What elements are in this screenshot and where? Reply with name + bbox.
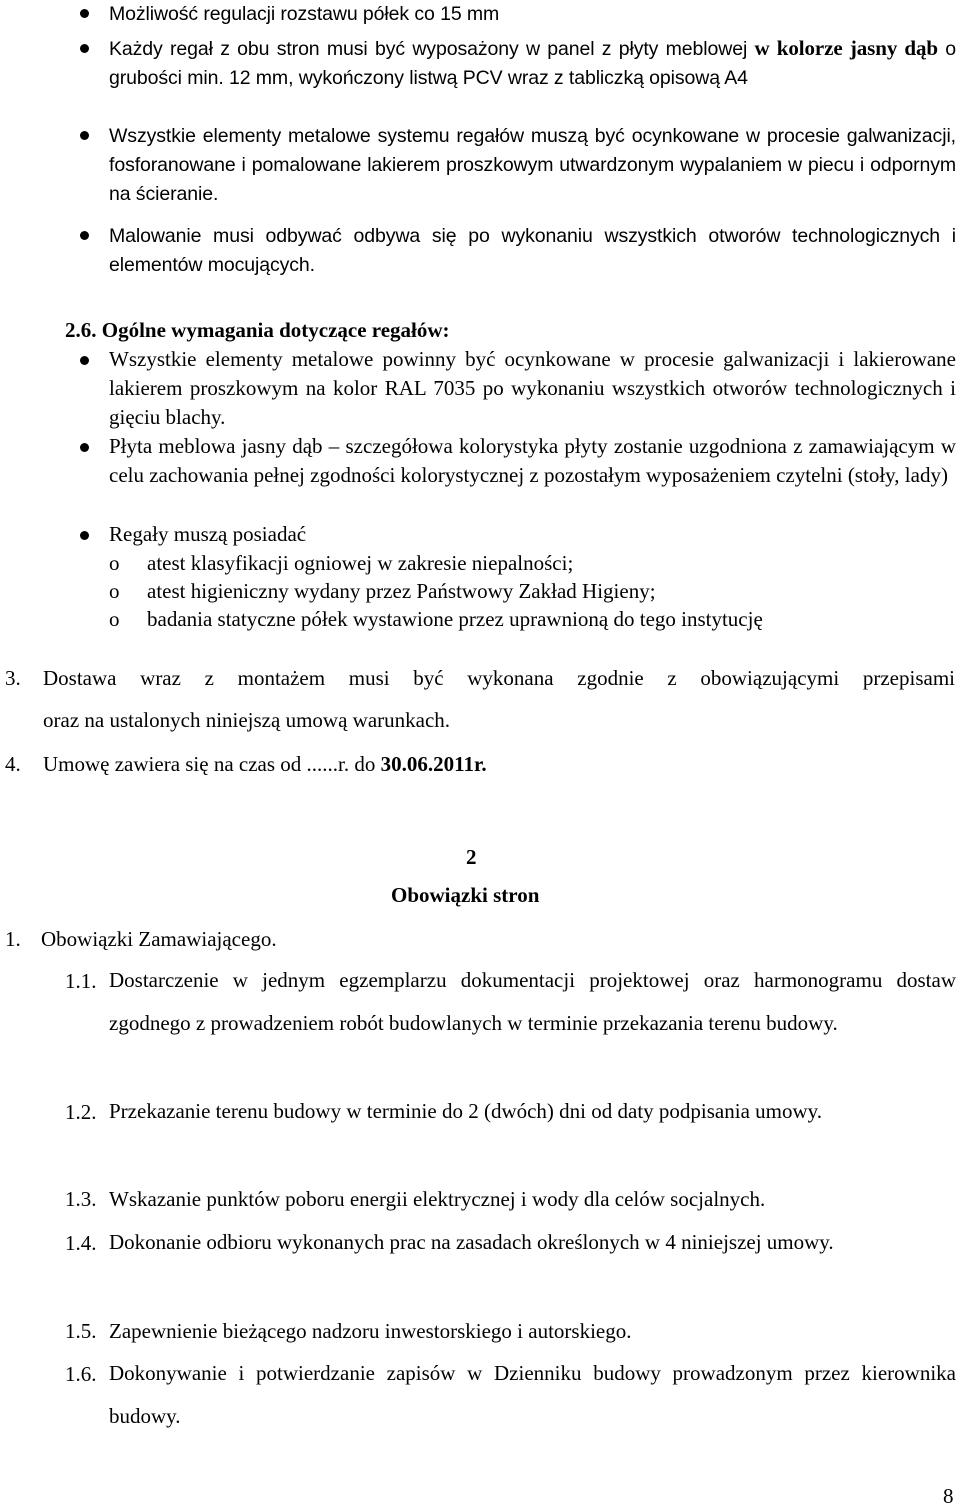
bullet-icon	[80, 44, 89, 53]
bullet-icon	[80, 131, 89, 140]
page-number: 8	[943, 1484, 954, 1508]
bullet-text-bold: w kolorze	[754, 36, 843, 60]
obligation-number: 1.2.	[65, 1100, 97, 1124]
section-title: Ogólne wymagania dotyczące regałów:	[101, 318, 450, 342]
bullet-text: Wszystkie elementy metalowe systemu regałów muszą być ocynkowane w procesie galwanizacji, fosforanowane i pomalowane lakierem proszkowym utwardzonym wypalaniem w piecu i odpornym na ścieranie.	[109, 125, 956, 205]
section-marker	[466, 842, 477, 872]
obligations-heading: Obowiązki Zamawiającego.	[41, 927, 277, 951]
obligation-text: Zapewnienie bieżącego nadzoru inwestorskiego i autorskiego.	[109, 1319, 632, 1343]
bullet-text: Malowanie musi odbywać odbywa się po wykonaniu wszystkich otworów technologicznych i elementów mocujących.	[109, 225, 956, 276]
requirement-text: Regały muszą posiadać	[109, 522, 307, 546]
obligation-number: 1.3.	[65, 1187, 97, 1211]
bullet-icon	[80, 531, 89, 540]
bullet-text	[109, 34, 956, 93]
section-number: 2.6.	[65, 318, 97, 342]
obligation-number: 1.5.	[65, 1319, 97, 1343]
section-number: 2	[466, 845, 477, 869]
requirement-text: Wszystkie elementy metalowe powinny być ocynkowane w procesie galwanizacji i lakierowane lakierem proszkowym na kolor RAL 7035 po wykonaniu wszystkich otworów technologicznych i gięciu blachy.	[109, 347, 956, 429]
obligation-text-part: Dokonanie odbioru wykonanych prac na zasadach określonych w	[109, 1230, 666, 1254]
item-number: 3.	[5, 666, 21, 690]
date-placeholder: ......	[306, 752, 339, 776]
obligation-text: Wskazanie punktów poboru energii elektrycznej i wody dla celów socjalnych.	[109, 1187, 766, 1211]
contract-term	[43, 749, 487, 779]
bullet-icon	[80, 443, 89, 452]
requirement-text: Płyta meblowa jasny dąb – szczegółowa kolorystyka płyty zostanie uzgodniona z zamawiającym w celu zachowania pełnej zgodności kolorystycznej z pozostałym wyposażeniem czytelni (stoły, lady)	[109, 434, 956, 487]
section-title: Obowiązki stron	[391, 883, 540, 907]
obligation-number: 1.1.	[65, 969, 97, 993]
bullet-icon	[80, 231, 89, 240]
bullet-icon	[80, 9, 89, 18]
obligation-number: 1.4.	[65, 1231, 97, 1255]
item-number: 4.	[5, 752, 21, 776]
sub-item: atest klasyfikacji ogniowej w zakresie niepalności;	[147, 551, 574, 575]
bullet-text-part: o grubości min. 12 mm, wykończony listwą PCV wraz z tabliczką opisową A4	[109, 38, 956, 89]
obligation-text: Przekazanie terenu budowy w terminie do 2 (dwóch) dni od daty podpisania umowy.	[109, 1099, 823, 1123]
obligation-text: Dokonywanie i potwierdzanie zapisów w Dzienniku budowy prowadzonym przez kierownika budowy.	[109, 1361, 956, 1428]
bullet-text-bold: jasny dąb	[849, 36, 938, 60]
sub-marker: o	[109, 551, 120, 575]
sub-item: badania statyczne półek wystawione przez uprawnioną do tego instytucję	[147, 607, 763, 631]
obligation-text-part: 4 niniejszej umowy.	[665, 1230, 834, 1254]
obligation-text	[109, 1221, 956, 1264]
end-date: 30.06.2011r.	[380, 752, 487, 776]
section-heading	[65, 318, 450, 343]
sub-item: atest higieniczny wydany przez Państwowy Zakład Higieny;	[147, 579, 656, 603]
bullet-text: Możliwość regulacji rozstawu półek co 15 mm	[109, 3, 500, 25]
obligation-text: Dostarczenie w jednym egzemplarzu dokumentacji projektowej oraz harmonogramu dostaw zgodnego z prowadzeniem robót budowlanych w terminie przekazania terenu budowy.	[109, 968, 956, 1035]
sub-marker: o	[109, 607, 120, 631]
contract-term-text: r. do	[338, 752, 381, 776]
item-text-line: Dostawa wraz z montażem musi być wykonana zgodnie z obowiązującymi przepisami	[43, 666, 955, 690]
sub-marker: o	[109, 579, 120, 603]
bullet-icon	[80, 356, 89, 365]
obligation-number: 1.6.	[65, 1362, 97, 1386]
obligations-number: 1.	[5, 927, 21, 951]
item-text-line: oraz na ustalonych niniejszą umową warunkach.	[43, 708, 451, 732]
bullet-text-part: Każdy regał z obu stron musi być wyposażony w panel z płyty meblowej	[109, 38, 755, 60]
contract-term-text: Umowę zawiera się na czas od	[43, 752, 307, 776]
